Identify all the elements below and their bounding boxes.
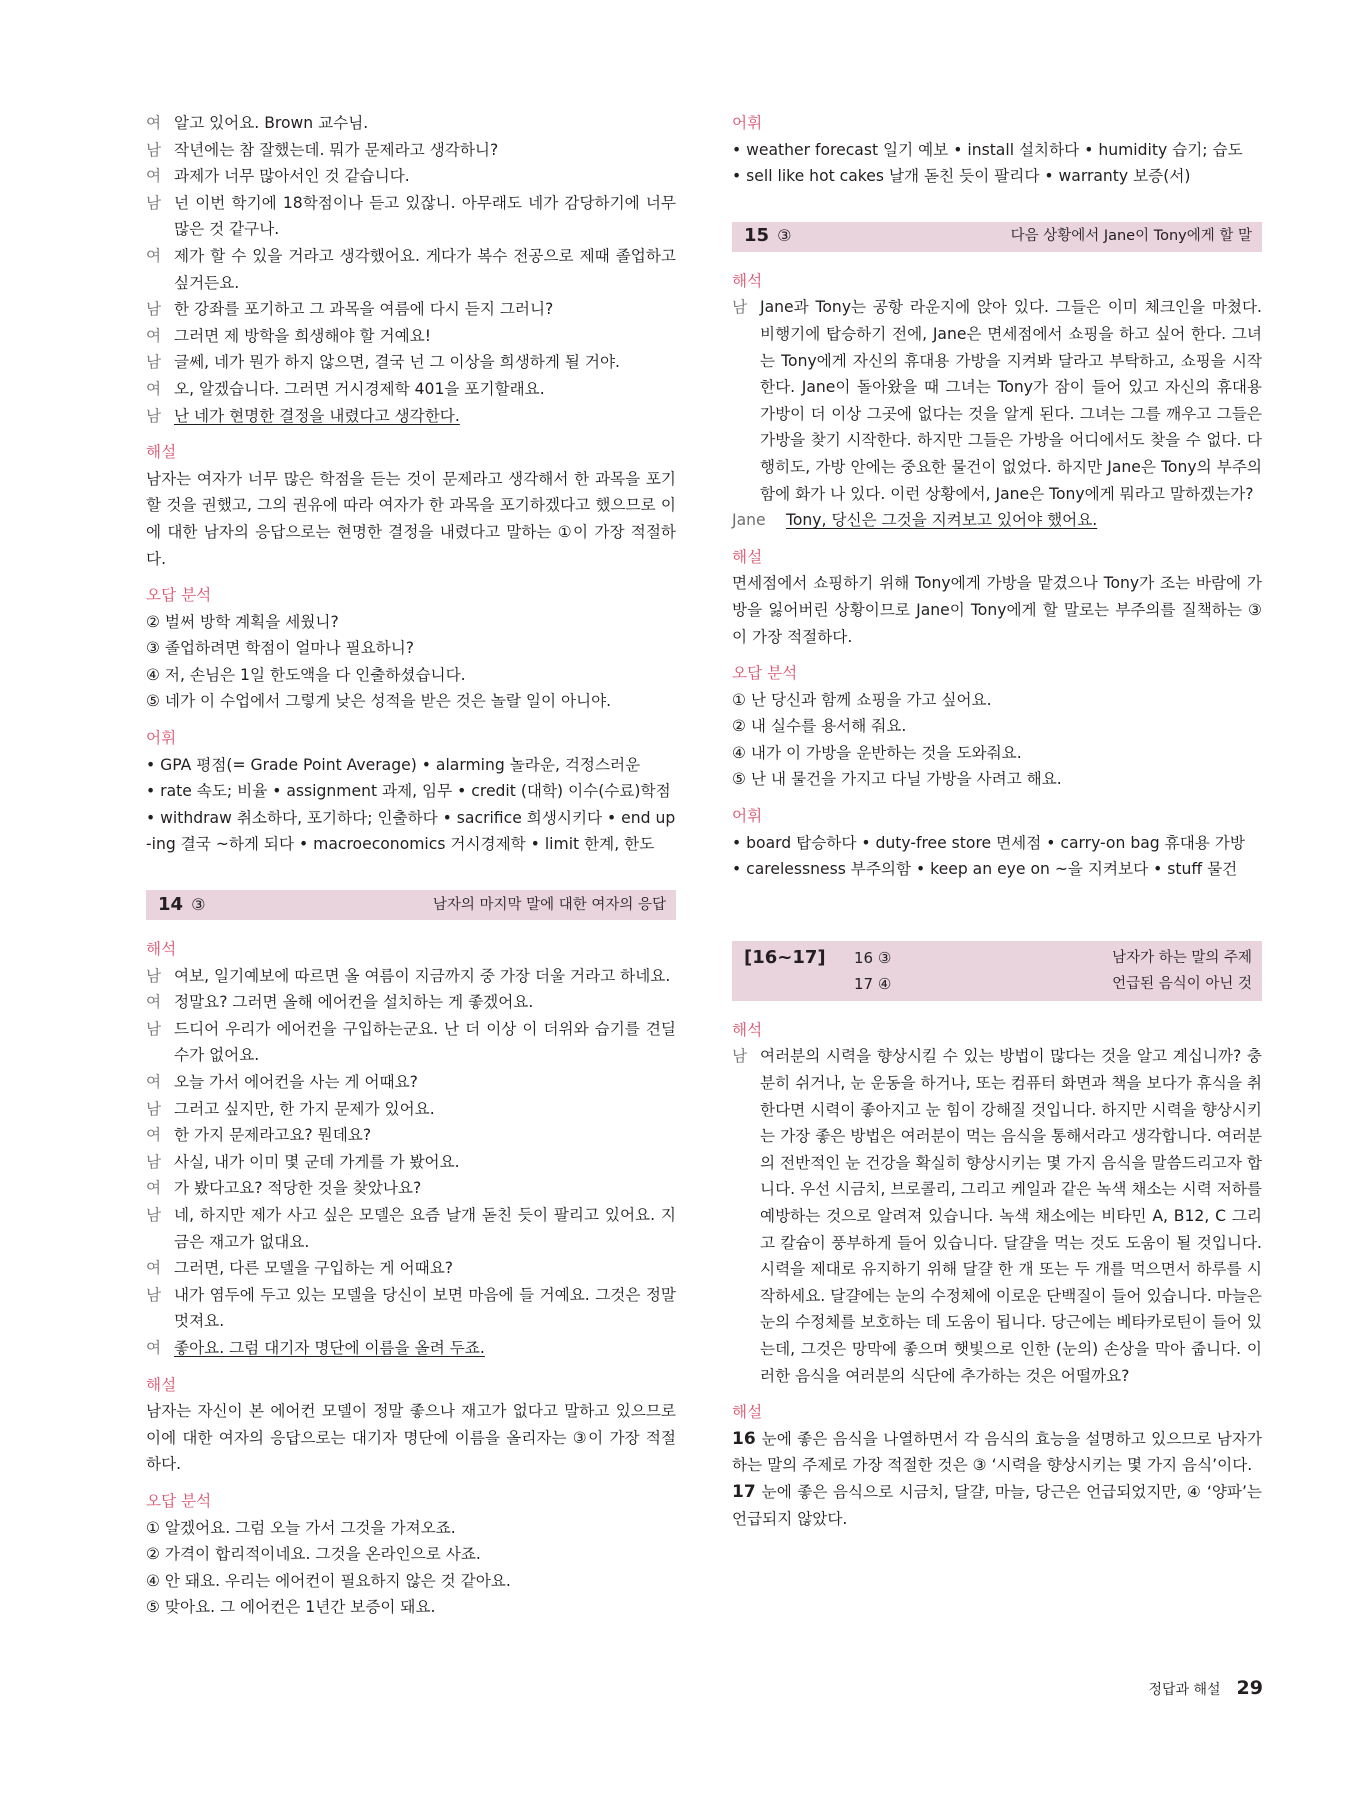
odap-item: ⑤ 맞아요. 그 에어컨은 1년간 보증이 돼요.: [146, 1598, 436, 1617]
dialog-line: [146, 1122, 676, 1149]
dialog-text: 오늘 가서 에어컨을 사는 게 어때요?: [174, 1073, 418, 1091]
speaker-label-jane: Jane: [732, 511, 766, 530]
dialog-line: [146, 137, 676, 164]
question-15-answer: ③: [777, 226, 792, 246]
dialog-line: [146, 1069, 676, 1096]
answer-16-text: 눈에 좋은 음식을 나열하면서 각 음식의 효능을 설명하고 있으므로 남자가 하는 말의 주제로 가장 적절한 것은 ③ ‘시력을 향상시키는 몇 가지 음식’이다.: [732, 1429, 1262, 1475]
answer-17: [732, 1479, 1262, 1532]
dialog-text: 작년에는 참 잘했는데. 뭐가 문제라고 생각하니?: [174, 140, 499, 159]
question-16-row: [854, 945, 1252, 971]
dialog-text: 오, 알겠습니다. 그러면 거시경제학 401을 포기할래요.: [174, 379, 545, 398]
haeseol-14-text: 남자는 자신이 본 에어컨 모델이 정말 좋으나 재고가 없다고 말하고 있으므로 이에 대한 여자의 응답으로는 대기자 명단에 이름을 올리자는 ③이 가장 적절하다.: [146, 1402, 676, 1474]
dialog-text: 그러면 제 방학을 희생해야 할 거예요!: [174, 326, 431, 345]
dialog-13: [146, 110, 676, 429]
dialog-text: 드디어 우리가 에어컨을 구입하는군요. 난 더 이상 이 더위와 습기를 견딜 수가 없어요.: [174, 1019, 676, 1065]
dialog-text: 난 네가 현명한 결정을 내렸다고 생각한다.: [174, 406, 460, 425]
speaker-label: 여: [146, 1073, 162, 1091]
haeseok-15-label: 해석: [732, 271, 763, 290]
dialog-line: [146, 403, 676, 430]
question-16-answer: 16 ③: [854, 948, 892, 967]
page-number: 29: [1236, 1677, 1263, 1699]
haeseol-13-label: 해설: [146, 443, 177, 462]
speaker-label: 남: [146, 140, 162, 159]
speaker-label: 남: [146, 353, 162, 372]
vocab-line: • withdraw 취소하다, 포기하다; 인출하다 • sacrifice 희생시키다 • end up: [146, 808, 676, 827]
page-footer: [1148, 1677, 1263, 1699]
speaker-label: 남: [732, 1047, 748, 1066]
question-15-bar: [732, 222, 1262, 252]
odap-item: ④ 안 돼요. 우리는 에어컨이 필요하지 않은 것 같아요.: [146, 1571, 511, 1590]
haeseol-15-text: 면세점에서 쇼핑하기 위해 Tony에게 가방을 맡겼으나 Tony가 조는 바람에 가방을 잃어버린 상황이므로 Jane이 Tony에게 할 말로는 부주의를 질책하는 ③이 가장 적절하다.: [732, 574, 1262, 646]
haeseok-14-label: 해석: [146, 940, 177, 959]
speaker-label: 남: [146, 1019, 162, 1038]
dialog-line: [146, 190, 676, 243]
vocab-line: • GPA 평점(= Grade Point Average) • alarming 놀라운, 걱정스러운: [146, 755, 641, 774]
speaker-label: 남: [146, 1099, 162, 1118]
dialog-line: [146, 1255, 676, 1282]
speaker-label: 여: [146, 114, 162, 132]
haeseol-13-text: 남자는 여자가 너무 많은 학점을 듣는 것이 문제라고 생각해서 한 과목을 포기할 것을 권했고, 그의 권유에 따라 여자가 한 과목을 포기하겠다고 했으므로 이에 대한 남자의 응답으로는 현명한 결정을 내렸다고 말하는 ①이 가장 적절하다.: [146, 469, 676, 568]
dialog-line: [146, 1096, 676, 1123]
dialog-text: 네, 하지만 제가 사고 싶은 모델은 요즘 날개 돋친 듯이 팔리고 있어요. 지금은 재고가 없대요.: [174, 1205, 676, 1251]
speaker-label: 여: [146, 326, 162, 345]
vocab-line: • sell like hot cakes 날개 돋친 듯이 팔리다 • warranty 보증(서): [732, 167, 1191, 186]
vocab-13-list: [146, 752, 676, 858]
dialog-text: 사실, 내가 이미 몇 군데 가게를 가 봤어요.: [174, 1152, 460, 1171]
dialog-line: [146, 1016, 676, 1069]
speaker-label: 여: [146, 1259, 162, 1278]
dialog-line: [146, 376, 676, 403]
narration-16-17-text: 여러분의 시력을 향상시킬 수 있는 방법이 많다는 것을 알고 계십니까? 충분히 쉬거나, 눈 운동을 하거나, 또는 컴퓨터 화면과 책을 보다가 휴식을 취한다면 시력이 좋아지고 눈 힘이 강해질 것입니다. 하지만 시력을 향상시키는 가장 좋은 방법은 여러분이 먹는 음식을 통해서라고 생각합니다. 여러분의 전반적인 눈 건강을 확실히 향상시키는 몇 가지 음식을 말씀드리고자 합니다. 우선 시금치, 브로콜리, 그리고 케일과 같은 녹색 채소는 시력 저하를 예방하는 것으로 알려져 있습니다. 녹색 채소에는 비타민 A, B12, C 그리고 칼슘이 풍부하게 들어 있습니다. 달걀을 먹는 것도 도움이 될 것입니다. 시력을 제대로 유지하기 위해 달걀 한 개 또는 두 개를 먹으면서 하루를 시작하세요. 달걀에는 눈의 수정체에 이로운 단백질이 들어 있습니다. 마늘은 눈의 수정체를 보호하는 데 도움이 됩니다. 당근에는 베타카로틴이 들어 있는데, 그것은 망막에 좋으며 햇빛으로 인한 (눈의) 손상을 막아 줍니다. 이러한 음식을 여러분의 식단에 추가하는 것은 어떨까요?: [760, 1047, 1262, 1385]
speaker-label: 남: [146, 300, 162, 319]
dialog-text: 넌 이번 학기에 18학점이나 듣고 있잖니. 아무래도 네가 감당하기에 너무 많은 것 같구나.: [174, 193, 676, 239]
dialog-text: 제가 할 수 있을 거라고 생각했어요. 게다가 복수 전공으로 제때 졸업하고 싶거든요.: [174, 246, 676, 292]
haeseol-15-label: 해설: [732, 547, 763, 566]
dialog-line: [146, 1282, 676, 1335]
question-14-answer: ③: [191, 894, 206, 914]
dialog-text: 한 강좌를 포기하고 그 과목을 여름에 다시 듣지 그러니?: [174, 300, 554, 319]
answer-17-number: 17: [732, 1481, 756, 1502]
question-16-17-bar: [732, 941, 1262, 1001]
dialog-line: [146, 1202, 676, 1255]
odap-item: ② 내 실수를 용서해 줘요.: [732, 717, 907, 736]
answer-17-text: 눈에 좋은 음식으로 시금치, 달걀, 마늘, 당근은 언급되었지만, ④ ‘양파’는 언급되지 않았다.: [732, 1482, 1262, 1528]
answer-16: [732, 1426, 1262, 1479]
dialog-text: 가 봤다고요? 적당한 것을 찾았나요?: [174, 1179, 422, 1198]
odap-item: ④ 저, 손님은 1일 한도액을 다 인출하셨습니다.: [146, 665, 466, 684]
dialog-line: [146, 163, 676, 190]
vocab-line: -ing 결국 ~하게 되다 • macroeconomics 거시경제학 • limit 한계, 한도: [146, 835, 655, 854]
odap-14-label: 오답 분석: [146, 1491, 212, 1510]
dialog-line: [146, 1175, 676, 1202]
dialog-line: [146, 963, 676, 990]
dialog-line: [146, 989, 676, 1016]
haeseol-14-label: 해설: [146, 1375, 177, 1394]
dialog-line: [146, 349, 676, 376]
speaker-label: 여: [146, 1179, 162, 1198]
speaker-label: 여: [146, 379, 162, 398]
dialog-text: 그러면, 다른 모델을 구입하는 게 어때요?: [174, 1259, 454, 1278]
jane-line-text: Tony, 당신은 그것을 지켜보고 있어야 했어요.: [786, 511, 1098, 530]
dialog-text: 과제가 너무 많아서인 것 같습니다.: [174, 167, 410, 186]
dialog-line: [146, 296, 676, 323]
dialog-text: 한 가지 문제라고요? 뭔데요?: [174, 1126, 372, 1145]
vocab-line: • weather forecast 일기 예보 • install 설치하다 • humidity 습기; 습도: [732, 140, 1243, 159]
left-column: [146, 110, 676, 1621]
odap-item: ⑤ 네가 이 수업에서 그렇게 낮은 성적을 받은 것은 놀랄 일이 아니야.: [146, 692, 612, 711]
narration-16-17: [732, 1043, 1262, 1389]
speaker-label: 남: [146, 406, 162, 425]
question-17-row: [854, 971, 1252, 997]
vocab-15-list: [732, 830, 1262, 883]
dialog-line: [146, 1335, 676, 1362]
vocab-line: • rate 속도; 비율 • assignment 과제, 임무 • credit (대학) 이수(수료)학점: [146, 782, 671, 801]
vocab-14-label: 어휘: [732, 114, 763, 132]
speaker-label: 여: [146, 167, 162, 186]
dialog-line: [146, 110, 676, 137]
question-17-title: 언급된 음식이 아닌 것: [1112, 975, 1252, 992]
speaker-label: 남: [732, 298, 748, 317]
footer-label: 정답과 해설: [1148, 1682, 1221, 1698]
question-15-title: 다음 상황에서 Jane이 Tony에게 할 말: [1010, 228, 1252, 245]
speaker-label: 여: [146, 246, 162, 265]
vocab-13-label: 어휘: [146, 729, 177, 748]
question-15-number: 15: [744, 225, 770, 247]
dialog-text: 알고 있어요. Brown 교수님.: [174, 114, 369, 132]
odap-item: ⑤ 난 내 물건을 가지고 다닐 가방을 사려고 해요.: [732, 770, 1062, 789]
odap-13-label: 오답 분석: [146, 586, 212, 605]
speaker-label: 여: [146, 1338, 162, 1357]
odap-15-list: [732, 687, 1262, 793]
odap-item: ② 벌써 방학 계획을 세웠니?: [146, 612, 339, 631]
narration-15-text: Jane과 Tony는 공항 라운지에 앉아 있다. 그들은 이미 체크인을 마쳤다. 비행기에 탑승하기 전에, Jane은 면세점에서 쇼핑을 하고 싶어 한다. 그녀는 Tony에게 자신의 휴대용 가방을 지켜봐 달라고 부탁하고, 쇼핑을 시작한다. Jane이 돌아왔을 때 그녀는 Tony가 잠이 들어 있고 자신의 휴대용 가방이 더 이상 그곳에 없다는 것을 알게 된다. 그녀는 그를 깨우고 그들은 가방을 찾기 시작한다. 하지만 그들은 가방을 어디에서도 찾을 수 없다. 다행히도, 가방 안에는 중요한 물건이 없었다. 하지만 Jane은 Tony의 부주의함에 화가 나 있다. 이런 상황에서, Jane은 Tony에게 뭐라고 말하겠는가?: [760, 298, 1262, 503]
dialog-text: 그러고 싶지만, 한 가지 문제가 있어요.: [174, 1099, 435, 1118]
haeseok-16-17-label: 해석: [732, 1020, 763, 1039]
dialog-line: [146, 323, 676, 350]
narration-15: [732, 294, 1262, 507]
question-16-title: 남자가 하는 말의 주제: [1112, 949, 1252, 966]
answer-16-number: 16: [732, 1428, 756, 1449]
vocab-line: • board 탑승하다 • duty-free store 면세점 • carry-on bag 휴대용 가방: [732, 833, 1245, 852]
odap-item: ① 난 당신과 함께 쇼핑을 가고 싶어요.: [732, 690, 992, 709]
dialog-text: 글쎄, 네가 뭔가 하지 않으면, 결국 넌 그 이상을 희생하게 될 거야.: [174, 353, 620, 372]
odap-item: ① 알겠어요. 그럼 오늘 가서 그것을 가져오죠.: [146, 1518, 456, 1537]
speaker-label: 남: [146, 1152, 162, 1171]
speaker-label: 남: [146, 193, 162, 212]
speaker-label: 남: [146, 1285, 162, 1304]
odap-item: ③ 졸업하려면 학점이 얼마나 필요하니?: [146, 639, 415, 658]
right-column: [732, 110, 1262, 1532]
dialog-line: [146, 243, 676, 296]
dialog-text: 정말요? 그러면 올해 에어컨을 설치하는 게 좋겠어요.: [174, 993, 534, 1012]
speaker-label: 남: [146, 1205, 162, 1224]
odap-15-label: 오답 분석: [732, 664, 798, 683]
dialog-line: [146, 1149, 676, 1176]
odap-item: ② 가격이 합리적이네요. 그것을 온라인으로 사죠.: [146, 1545, 481, 1564]
question-17-answer: 17 ④: [854, 974, 892, 993]
vocab-15-label: 어휘: [732, 807, 763, 826]
vocab-line: • carelessness 부주의함 • keep an eye on ~을 지켜보다 • stuff 물건: [732, 860, 1238, 879]
dialog-14: [146, 963, 676, 1362]
odap-13-list: [146, 609, 676, 715]
dialog-text: 여보, 일기예보에 따르면 올 여름이 지금까지 중 가장 더울 거라고 하네요.: [174, 966, 671, 985]
speaker-label: 여: [146, 993, 162, 1012]
question-14-bar: [146, 890, 676, 920]
question-14-title: 남자의 마지막 말에 대한 여자의 응답: [432, 896, 666, 913]
question-group-label: [16~17]: [744, 946, 826, 968]
jane-line: [732, 507, 1262, 534]
speaker-label: 남: [146, 966, 162, 985]
dialog-text: 좋아요. 그럼 대기자 명단에 이름을 올려 두죠.: [174, 1338, 485, 1357]
dialog-text: 내가 염두에 두고 있는 모델을 당신이 보면 마음에 들 거예요. 그것은 정말 멋져요.: [174, 1285, 676, 1331]
speaker-label: 여: [146, 1126, 162, 1145]
odap-14-list: [146, 1515, 676, 1621]
odap-item: ④ 내가 이 가방을 운반하는 것을 도와줘요.: [732, 743, 1022, 762]
haeseol-16-17-label: 해설: [732, 1403, 763, 1422]
question-14-number: 14: [158, 893, 184, 915]
vocab-14-list: [732, 137, 1262, 190]
